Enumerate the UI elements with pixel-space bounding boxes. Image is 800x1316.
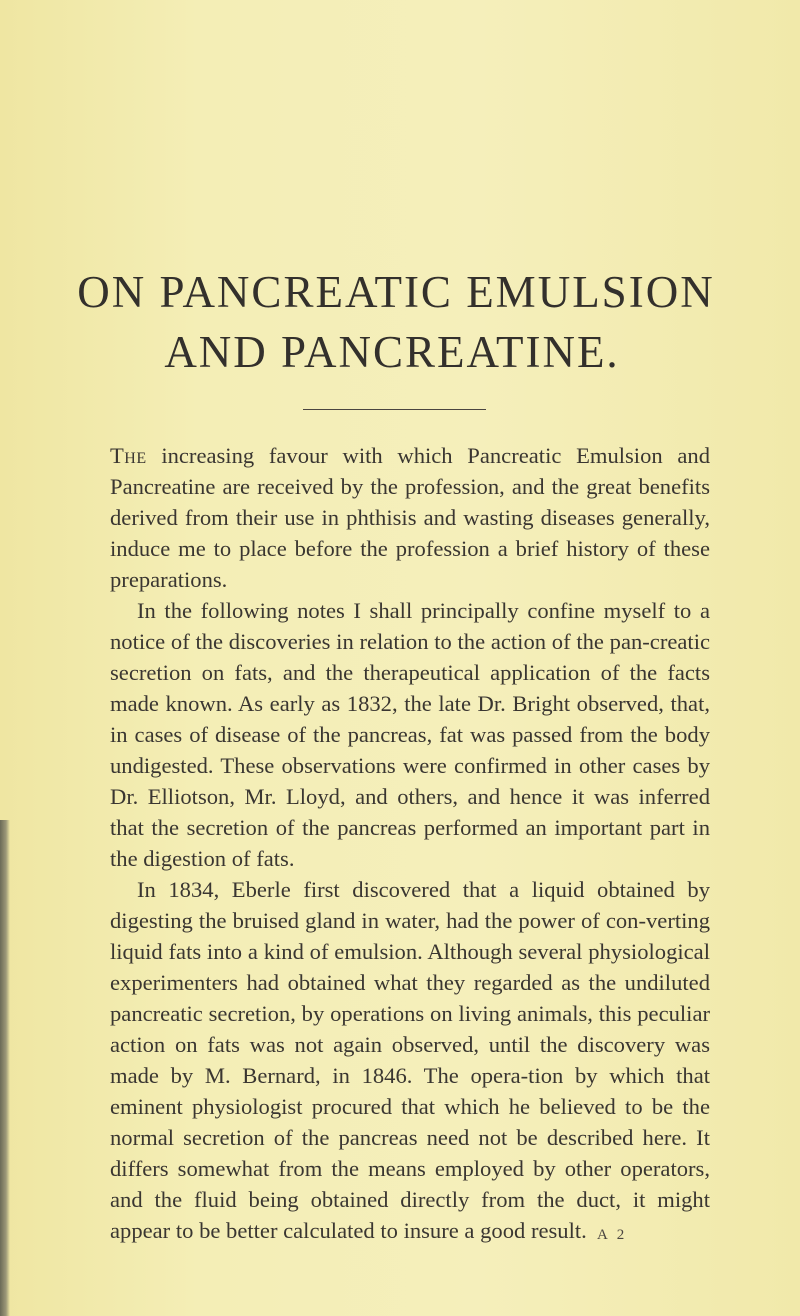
paragraph-2: In the following notes I shall principally confine myself to a notice of the discoveries in relation to the action of the pan-creatic secretion on fats, and the therapeutical application of the facts made known. As early as 1832, the late Dr. Bright observed, that, in cases of disease of the pancreas, fat was passed from the body undigested. These observations were confirmed in other cases by Dr. Elliotson, Mr. Lloyd, and others, and hence it was inferred that the secretion of the pancreas performed an important part in the digestion of fats. bbox=[110, 598, 710, 871]
binding-shadow bbox=[0, 820, 10, 1316]
paragraph-1 bbox=[110, 440, 710, 595]
signature-mark: A 2 bbox=[597, 1227, 628, 1243]
page-title-line-2: AND PANCREATINE. bbox=[164, 327, 620, 377]
title-divider bbox=[303, 409, 486, 410]
paragraph-3: In 1834, Eberle first discovered that a liquid obtained by digesting the bruised gland in water, had the power of con-verting liquid fats into a kind of emulsion. Although several physiological experimenters had obtained what they regarded as the undiluted pancreatic secretion, by operations on living animals, this peculiar action on fats was not again observed, until the discovery was made by M. Bernard, in 1846. The opera-tion by which that eminent physiologist procured that which he believed to be the normal secretion of the pancreas need not be described here. It differs somewhat from the means employed by other operators, and the fluid being obtained directly from the duct, it might appear to be better calculated to insure a good result. bbox=[110, 877, 710, 1243]
body-text bbox=[110, 440, 710, 1246]
paragraph-1-text: increasing favour with which Pancreatic Emulsion and Pancreatine are received by the profession, and the great benefits derived from their use in phthisis and wasting diseases generally, induce me to place before the profession a brief history of these preparations. bbox=[110, 443, 710, 592]
paragraph-1-lead: The bbox=[110, 443, 147, 468]
page-title-line-1: ON PANCREATIC EMULSION bbox=[77, 267, 715, 317]
